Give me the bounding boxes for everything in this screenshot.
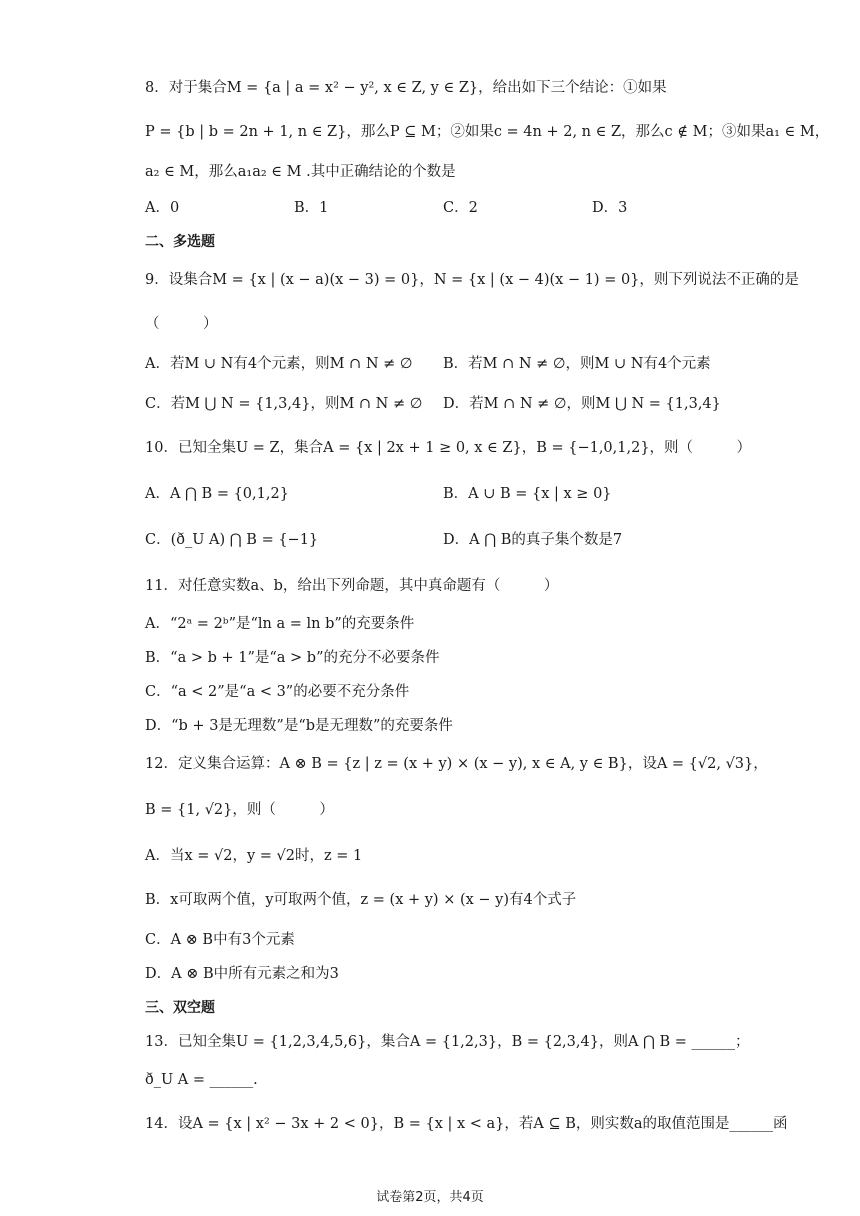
q12-stem: 12．定义集合运算：A ⊗ B = {z | z = (x + y) × (x − y), x ∈ A, y ∈ B}，设A = {√2, √3}， <box>145 756 768 772</box>
q12-option-b: B．x可取两个值，y可取两个值，z = (x + y) × (x − y)有4个式子 <box>145 892 577 908</box>
q8-option-b: B．1 <box>294 200 329 216</box>
q10-option-c: C．(ð_U A) ⋂ B = {−1} <box>145 532 319 548</box>
q12-stem-line2: B = {1, √2}，则（ ） <box>145 802 334 818</box>
q9-option-a: A．若M ∪ N有4个元素，则M ∩ N ≠ ∅ <box>145 356 413 372</box>
q11-option-c: C．“a < 2”是“a < 3”的必要不充分条件 <box>145 684 410 700</box>
q9-option-c: C．若M ⋃ N = {1,3,4}，则M ∩ N ≠ ∅ <box>145 396 423 412</box>
section-heading-double-blank: 三、双空题 <box>145 1000 215 1016</box>
q10-stem: 10．已知全集U = Z，集合A = {x | 2x + 1 ≥ 0, x ∈ Z}，B = {−1,0,1,2}，则（ ） <box>145 440 752 456</box>
q11-option-a: A．“2ᵃ = 2ᵇ”是“ln a = ln b”的充要条件 <box>145 616 415 632</box>
q8-stem-line2: P = {b | b = 2n + 1, n ∈ Z}，那么P ⊆ M；②如果c = 4n + 2, n ∈ Z，那么c ∉ M；③如果a₁ ∈ M， <box>145 124 830 140</box>
q13-line1: 13．已知全集U = {1,2,3,4,5,6}，集合A = {1,2,3}，B = {2,3,4}，则A ⋂ B = ______； <box>145 1034 750 1050</box>
q9-answer-paren: （ ） <box>145 316 218 332</box>
q9-stem: 9．设集合M = {x | (x − a)(x − 3) = 0}，N = {x | (x − 4)(x − 1) = 0}，则下列说法不正确的是 <box>145 272 799 288</box>
q11-option-b: B．“a > b + 1”是“a > b”的充分不必要条件 <box>145 650 440 666</box>
q12-option-a: A．当x = √2，y = √2时，z = 1 <box>145 848 363 864</box>
q13-line2: ð_U A = ______. <box>145 1072 258 1088</box>
q9-option-d: D．若M ∩ N ≠ ∅，则M ⋃ N = {1,3,4} <box>443 396 721 412</box>
q14-line1: 14．设A = {x | x² − 3x + 2 < 0}，B = {x | x < a}，若A ⊆ B，则实数a的取值范围是______函 <box>145 1116 788 1132</box>
q12-option-d: D．A ⊗ B中所有元素之和为3 <box>145 966 339 982</box>
q9-option-b: B．若M ∩ N ≠ ∅，则M ∪ N有4个元素 <box>443 356 711 372</box>
page-footer: 试卷第2页，共4页 <box>376 1190 484 1205</box>
q12-option-c: C．A ⊗ B中有3个元素 <box>145 932 295 948</box>
section-heading-multiple-choice: 二、多选题 <box>145 234 215 250</box>
q10-option-b: B．A ∪ B = {x | x ≥ 0} <box>443 486 612 502</box>
q8-option-a: A．0 <box>145 200 180 216</box>
q10-option-a: A．A ⋂ B = {0,1,2} <box>145 486 289 502</box>
q8-stem-line3: a₂ ∈ M，那么a₁a₂ ∈ M .其中正确结论的个数是 <box>145 164 456 180</box>
q10-option-d: D．A ⋂ B的真子集个数是7 <box>443 532 623 548</box>
q11-option-d: D．“b + 3是无理数”是“b是无理数”的充要条件 <box>145 718 453 734</box>
q8-stem-line1: 8．对于集合M = {a | a = x² − y², x ∈ Z, y ∈ Z}，给出如下三个结论：①如果 <box>145 80 667 96</box>
q8-option-c: C．2 <box>443 200 478 216</box>
q11-stem: 11．对任意实数a、b，给出下列命题，其中真命题有（ ） <box>145 578 559 594</box>
q8-option-d: D．3 <box>592 200 628 216</box>
